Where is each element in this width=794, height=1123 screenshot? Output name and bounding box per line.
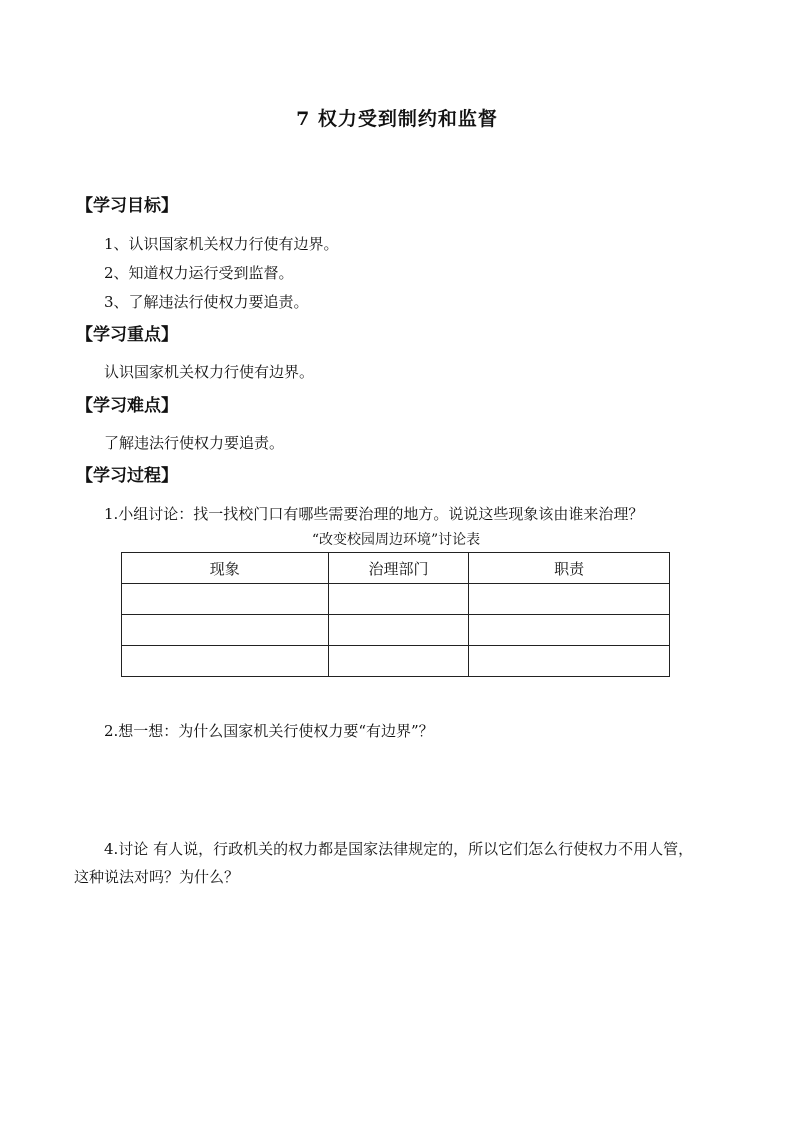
- heading-key-point: 【学习重点】: [76, 325, 178, 345]
- table-cell[interactable]: [469, 646, 670, 677]
- table-row: [122, 615, 670, 646]
- table-cell[interactable]: [328, 615, 469, 646]
- table-row: [122, 584, 670, 615]
- goal-item-3: 3、了解违法行使权力要追责。: [104, 293, 309, 311]
- table-row: [122, 646, 670, 677]
- heading-learning-goals: 【学习目标】: [76, 196, 178, 216]
- goal-item-2: 2、知道权力运行受到监督。: [104, 264, 294, 282]
- table-cell[interactable]: [328, 646, 469, 677]
- question-2: 2.想一想：为什么国家机关行使权力要“有边界”？: [104, 722, 434, 740]
- table-cell[interactable]: [122, 584, 329, 615]
- table-cell[interactable]: [122, 646, 329, 677]
- table-cell[interactable]: [328, 584, 469, 615]
- table-cell[interactable]: [469, 615, 670, 646]
- table-cell[interactable]: [469, 584, 670, 615]
- table-cell[interactable]: [122, 615, 329, 646]
- discussion-table: [121, 552, 670, 677]
- table-header-row: [122, 553, 670, 584]
- header-department: 治理部门: [328, 553, 469, 584]
- difficulty-text: 了解违法行使权力要追责。: [104, 434, 285, 452]
- page-title: 7 权力受到制约和监督: [296, 108, 498, 130]
- goal-item-1: 1、认识国家机关权力行使有边界。: [104, 235, 339, 253]
- heading-difficulty: 【学习难点】: [76, 396, 178, 416]
- question-4-line-1: 4.讨论 有人说，行政机关的权力都是国家法律规定的，所以它们怎么行使权力不用人管，: [104, 840, 694, 858]
- question-4-line-2: 这种说法对吗？为什么？: [74, 868, 240, 886]
- header-phenomenon: 现象: [122, 553, 329, 584]
- header-duty: 职责: [469, 553, 670, 584]
- question-1: 1.小组讨论：找一找校门口有哪些需要治理的地方。说说这些现象该由谁来治理？: [104, 505, 644, 523]
- key-point-text: 认识国家机关权力行使有边界。: [104, 363, 315, 381]
- heading-learning-process: 【学习过程】: [76, 466, 178, 486]
- table-caption: “改变校园周边环境”讨论表: [311, 532, 481, 548]
